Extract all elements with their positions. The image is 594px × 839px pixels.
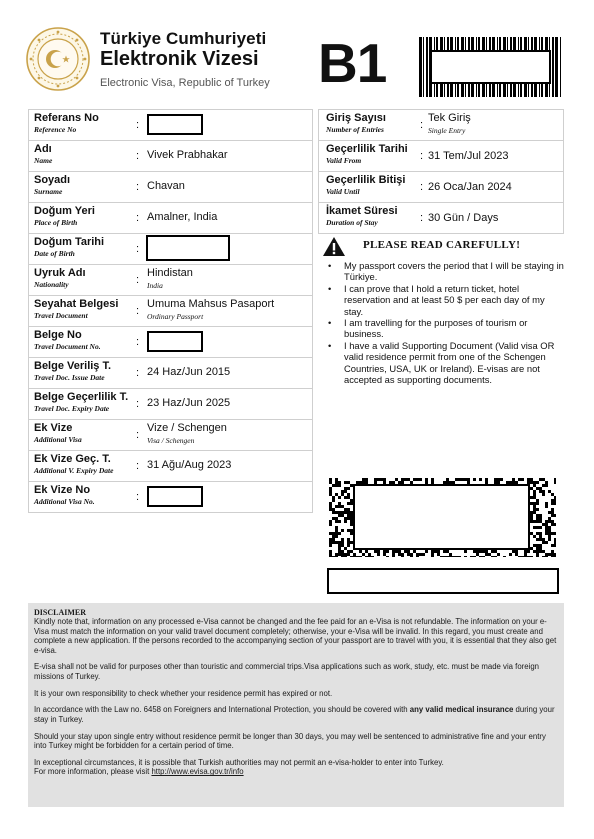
disclaimer-paragraph: Kindly note that, information on any processed e-Visa cannot be changed and the fee paid for an e-Visa is not refundable. The information on your e-Visa must match the information on your valid travel document completely; otherwise, your e-Visa will be invalid. In this regard, you must create and complete a new application. If the persons recorded to the accompanying section of your passport are to travel with you, it is essential that they also get e-visa. [34,617,557,655]
field-colon: : [136,429,140,441]
field-colon: : [420,119,424,131]
redacted-code-bar [327,568,559,594]
field-label: Giriş Sayısı [326,112,386,124]
field-row [29,141,312,172]
field-label: Geçerlilik Tarihi [326,143,408,155]
field-sublabel: Duration of Stay [326,218,378,227]
redacted-value [147,114,203,135]
notice-item: • I can prove that I hold a return ticket, hotel reservation and at least 50 $ per each day of my stay. [328,283,566,317]
field-label: Soyadı [34,174,71,186]
field-sublabel: Additional Visa [34,435,82,444]
field-value-sub: Ordinary Passport [147,312,204,321]
field-value: 30 Gün / Days [428,212,499,224]
medical-insurance-emphasis: any valid medical insurance [409,705,514,715]
disclaimer-paragraph [34,758,558,777]
disclaimer-paragraph: E-visa shall not be valid for purposes other than touristic and commercial trips.Visa applications such as work, study, etc. must be made via foreign missions of Turkey. [34,662,540,681]
field-sublabel: Valid Until [326,187,360,196]
field-sublabel: Surname [34,187,63,196]
field-sublabel: Place of Birth [34,218,78,227]
field-row [29,203,312,234]
disclaimer-text: during your stay in Turkey. [34,705,555,724]
field-colon: : [420,181,424,193]
disclaimer-text: For more information, please visit [34,767,152,777]
field-sublabel: Travel Doc. Issue Date [34,373,105,382]
redacted-value [147,331,203,352]
disclaimer-paragraph: It is your own responsibility to check whether your residence permit has expired or not. [34,688,333,698]
field-value: Vize / Schengen [147,422,227,434]
field-colon: : [136,367,140,379]
redacted-value [147,486,203,507]
visa-type-code: B1 [318,32,387,94]
field-value: Vivek Prabhakar [147,149,228,161]
notice-item: • I have a valid Supporting Document (Valid visa OR valid residence permit from one of the Schengen Countries, USA, UK or Ireland). E-visas are not accepted as supporting documents. [328,340,566,386]
field-value: 24 Haz/Jun 2015 [147,366,231,378]
field-sublabel: Travel Doc. Expiry Date [34,404,110,413]
field-label: İkamet Süresi [326,205,398,217]
title-evisa: Elektronik Vizesi [100,48,259,70]
field-colon: : [136,336,140,348]
field-value-sub: Single Entry [428,126,466,135]
subtitle-english: Electronic Visa, Republic of Turkey [100,77,270,89]
notice-item: • My passport covers the period that I will be staying in Türkiye. [328,260,566,283]
field-sublabel: Name [34,156,53,165]
field-colon: : [136,274,140,286]
field-label: Ek Vize [34,422,73,434]
field-value: 31 Tem/Jul 2023 [428,150,509,162]
disclaimer-box [28,603,564,807]
field-value: Hindistan [147,267,193,279]
field-colon: : [420,150,424,162]
redacted-value [146,235,230,261]
field-row [319,141,563,172]
field-value-sub: India [147,281,163,290]
disclaimer-text: In exceptional circumstances, it is possible that Turkish authorities may not permit an e-visa-holder to enter into Turkey. [34,757,444,767]
field-label: Belge Veriliş T. [34,360,112,372]
field-label: Doğum Tarihi [34,236,105,248]
field-row [29,265,312,296]
field-label: Seyahat Belgesi [34,298,119,310]
field-colon: : [136,491,140,503]
field-row [29,451,312,482]
field-label: Uyruk Adı [34,267,86,279]
field-colon: : [136,243,140,255]
field-label: Doğum Yeri [34,205,95,217]
field-row [29,172,312,203]
field-row [29,389,312,420]
field-row [319,203,563,234]
field-sublabel: Valid From [326,156,362,165]
disclaimer-paragraph: Should your stay upon single entry without residence permit be longer than 30 days, you may well be sentenced to administrative fine and your entry into Turkey might be forbidden for a certain period of time. [34,731,546,751]
field-colon: : [136,181,140,193]
field-row [319,110,563,141]
field-value: 31 Ağu/Aug 2023 [147,459,232,471]
field-row [29,110,312,141]
field-value: Umuma Mahsus Pasaport [147,298,275,310]
field-sublabel: Nationality [34,280,69,289]
field-colon: : [136,398,140,410]
field-value: 23 Haz/Jun 2025 [147,397,231,409]
field-colon: : [136,119,140,131]
field-sublabel: Additional Visa No. [34,497,95,506]
field-colon: : [136,305,140,317]
field-row [319,172,563,203]
barcode-redaction [419,37,562,97]
field-row [29,482,312,513]
field-row [29,420,312,451]
qr-redaction [329,478,556,557]
evisa-info-link[interactable]: http://www.evisa.gov.tr/info [151,767,244,777]
field-label: Adı [34,143,52,155]
notice-title: PLEASE READ CAREFULLY! [363,239,521,251]
field-value: Tek Giriş [428,112,471,124]
field-row [29,296,312,327]
field-value: 26 Oca/Jan 2024 [428,181,512,193]
field-label: Belge Geçerlilik T. [34,391,129,403]
disclaimer-text: In accordance with the Law no. 6458 on Foreigners and International Protection, you should be covered with [34,705,410,715]
field-sublabel: Travel Document No. [34,342,101,351]
title-republic: Türkiye Cumhuriyeti [100,29,267,48]
warning-triangle-icon [322,236,346,257]
field-label: Referans No [34,112,99,124]
field-sublabel: Date of Birth [34,249,75,258]
field-colon: : [136,460,140,472]
notice-item: • I am travelling for the purposes of tourism or business. [328,317,566,340]
field-value: Amalner, India [147,211,218,223]
field-label: Ek Vize Geç. T. [34,453,111,465]
field-value-sub: Visa / Schengen [147,436,195,445]
personal-info-table [28,109,313,513]
field-colon: : [136,150,140,162]
field-row [29,234,312,265]
field-sublabel: Travel Document [34,311,88,320]
field-sublabel: Additional V. Expiry Date [34,466,114,475]
field-sublabel: Reference No [34,125,77,134]
disclaimer-paragraph [34,705,558,724]
field-label: Geçerlilik Bitişi [326,174,406,186]
field-colon: : [420,212,424,224]
visa-validity-table [318,109,564,234]
disclaimer-title: DISCLAIMER [34,608,87,617]
field-colon: : [136,212,140,224]
notice-list [328,260,566,385]
field-label: Ek Vize No [34,484,91,496]
field-sublabel: Number of Entries [326,125,384,134]
field-row [29,327,312,358]
field-row [29,358,312,389]
field-value: Chavan [147,180,185,192]
field-label: Belge No [34,329,82,341]
coat-of-arms-seal-icon [26,27,90,91]
